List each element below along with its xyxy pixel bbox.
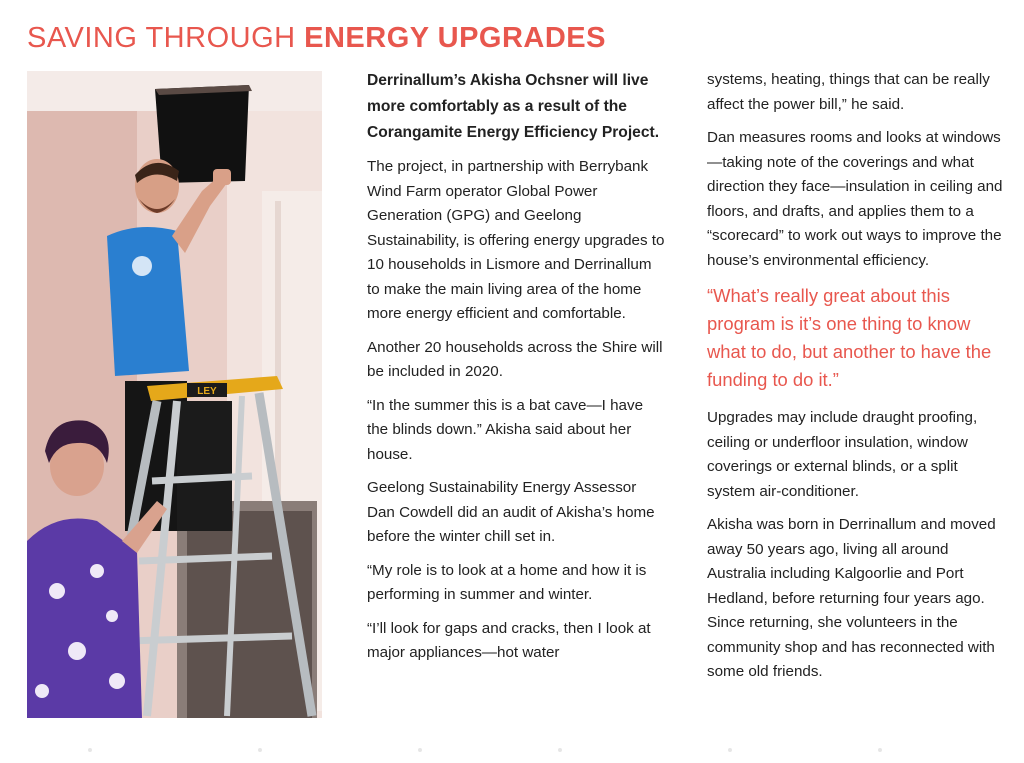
paragraph: “In the summer this is a bat cave—I have the blinds down.” Akisha said about her house.: [367, 396, 644, 463]
title-bold-part: ENERGY UPGRADES: [304, 22, 606, 54]
paragraph: “My role is to look at a home and how it is performing in summer and winter.: [367, 561, 647, 603]
ladder-brand-label: LEY: [197, 386, 217, 397]
paragraph: Akisha was born in Derrinallum and moved away 50 years ago, living all around Australia including Kalgoorlie and Port Hedland, before returning four years ago. Since returning, she volunteers in the community shop and has reconnected with some old friends.: [707, 516, 996, 680]
paragraph: “I’ll look for gaps and cracks, then I look at major appliances—hot water: [367, 619, 651, 661]
paragraph: systems, heating, things that can be really affect the power bill,” he said.: [707, 71, 990, 113]
footer-decoration: [0, 738, 1024, 763]
title-light-part: SAVING THROUGH: [27, 22, 305, 54]
page-title: [27, 18, 606, 58]
article-column-1: [367, 68, 667, 675]
paragraph: Geelong Sustainability Energy Assessor Dan Cowdell did an audit of Akisha’s home before the winter chill set in.: [367, 479, 655, 545]
paragraph: Upgrades may include draught proofing, ceiling or underfloor insulation, window coverings or external blinds, or a split system air-conditioner.: [707, 409, 978, 500]
paragraph: The project, in partnership with Berrybank Wind Farm operator Global Power Generation (GPG) and Geelong Sustainability, is offering energy upgrades to 10 households in Lismore and Derrinallum to make the main living area of the home more energy efficient and comfortable.: [367, 158, 665, 322]
lead-paragraph: Derrinallum’s Akisha Ochsner will live more comfortably as a result of the Corangamite Energy Efficiency Project.: [367, 72, 660, 141]
paragraph: Dan measures rooms and looks at windows—taking note of the coverings and what direction they face—insulation in ceiling and floors, and drafts, and applies them to a “scorecard” to work out ways to improve the house’s environmental efficiency.: [707, 129, 1003, 269]
pull-quote: “What’s really great about this program is it’s one thing to know what to do, but another to have the funding to do it.”: [707, 285, 992, 390]
photo-illustration: [27, 71, 322, 718]
man-shirt: [107, 227, 189, 376]
article-column-2: [707, 68, 1007, 694]
article-photo: [27, 71, 322, 718]
paragraph: Another 20 households across the Shire will be included in 2020.: [367, 338, 663, 380]
